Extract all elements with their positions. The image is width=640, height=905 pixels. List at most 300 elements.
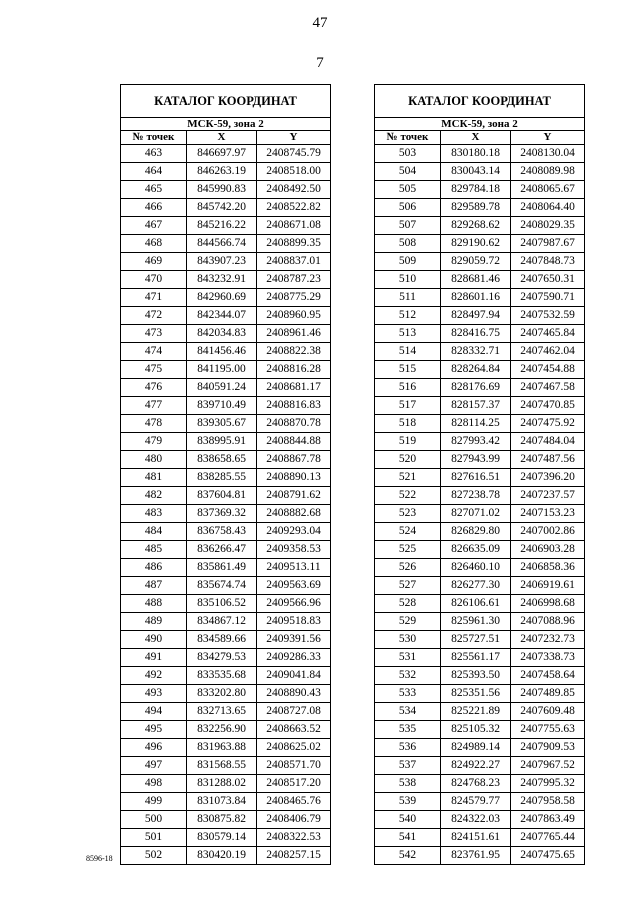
x-coordinate-cell: 834867.12 bbox=[187, 613, 257, 631]
y-coordinate-cell: 2407650.31 bbox=[511, 271, 585, 289]
x-coordinate-cell: 824322.03 bbox=[441, 811, 511, 829]
x-coordinate-cell: 844566.74 bbox=[187, 235, 257, 253]
table-row bbox=[375, 577, 585, 595]
x-coordinate-cell: 842344.07 bbox=[187, 307, 257, 325]
point-number-cell: 481 bbox=[121, 469, 187, 487]
table-row bbox=[375, 397, 585, 415]
table-row bbox=[121, 541, 331, 559]
table-row bbox=[375, 181, 585, 199]
table-row bbox=[121, 595, 331, 613]
y-coordinate-cell: 2408867.78 bbox=[257, 451, 331, 469]
y-coordinate-cell: 2408663.52 bbox=[257, 721, 331, 739]
x-coordinate-cell: 825561.17 bbox=[441, 649, 511, 667]
table-row bbox=[121, 523, 331, 541]
x-coordinate-cell: 825393.50 bbox=[441, 667, 511, 685]
point-number-cell: 501 bbox=[121, 829, 187, 847]
y-coordinate-cell: 2408089.98 bbox=[511, 163, 585, 181]
y-coordinate-cell: 2407396.20 bbox=[511, 469, 585, 487]
point-number-cell: 474 bbox=[121, 343, 187, 361]
x-coordinate-cell: 831073.84 bbox=[187, 793, 257, 811]
table-row bbox=[375, 415, 585, 433]
table-row bbox=[121, 379, 331, 397]
y-coordinate-cell: 2408787.23 bbox=[257, 271, 331, 289]
table-row bbox=[121, 487, 331, 505]
x-coordinate-cell: 828176.69 bbox=[441, 379, 511, 397]
y-coordinate-cell: 2408890.43 bbox=[257, 685, 331, 703]
point-number-cell: 496 bbox=[121, 739, 187, 757]
table-row bbox=[375, 145, 585, 163]
table-row bbox=[121, 451, 331, 469]
point-number-cell: 468 bbox=[121, 235, 187, 253]
catalog-subtitle: МСК-59, зона 2 bbox=[121, 118, 331, 131]
table-row bbox=[375, 649, 585, 667]
x-coordinate-cell: 824922.27 bbox=[441, 757, 511, 775]
table-row bbox=[121, 397, 331, 415]
table-row bbox=[121, 793, 331, 811]
x-coordinate-cell: 829589.78 bbox=[441, 199, 511, 217]
x-coordinate-cell: 828416.75 bbox=[441, 325, 511, 343]
y-coordinate-cell: 2409286.33 bbox=[257, 649, 331, 667]
point-number-cell: 538 bbox=[375, 775, 441, 793]
x-coordinate-cell: 831963.88 bbox=[187, 739, 257, 757]
table-row bbox=[121, 775, 331, 793]
point-number-cell: 517 bbox=[375, 397, 441, 415]
point-number-cell: 532 bbox=[375, 667, 441, 685]
y-coordinate-cell: 2407462.04 bbox=[511, 343, 585, 361]
point-number-cell: 528 bbox=[375, 595, 441, 613]
x-coordinate-cell: 825105.32 bbox=[441, 721, 511, 739]
y-coordinate-cell: 2407909.53 bbox=[511, 739, 585, 757]
point-number-cell: 491 bbox=[121, 649, 187, 667]
y-coordinate-cell: 2407470.85 bbox=[511, 397, 585, 415]
y-coordinate-cell: 2408681.17 bbox=[257, 379, 331, 397]
table-row bbox=[121, 577, 331, 595]
column-header-y: Y bbox=[257, 131, 331, 145]
x-coordinate-cell: 826106.61 bbox=[441, 595, 511, 613]
table-row bbox=[375, 541, 585, 559]
y-coordinate-cell: 2407467.58 bbox=[511, 379, 585, 397]
table-row bbox=[375, 433, 585, 451]
y-coordinate-cell: 2407765.44 bbox=[511, 829, 585, 847]
table-row bbox=[375, 757, 585, 775]
y-coordinate-cell: 2408065.67 bbox=[511, 181, 585, 199]
table-row bbox=[375, 235, 585, 253]
table-row bbox=[375, 451, 585, 469]
point-number-cell: 485 bbox=[121, 541, 187, 559]
catalog-rows bbox=[121, 145, 331, 865]
y-coordinate-cell: 2407489.85 bbox=[511, 685, 585, 703]
point-number-cell: 478 bbox=[121, 415, 187, 433]
table-row bbox=[375, 343, 585, 361]
y-coordinate-cell: 2407967.52 bbox=[511, 757, 585, 775]
table-row bbox=[121, 667, 331, 685]
point-number-cell: 516 bbox=[375, 379, 441, 397]
x-coordinate-cell: 826460.10 bbox=[441, 559, 511, 577]
point-number-cell: 535 bbox=[375, 721, 441, 739]
point-number-cell: 541 bbox=[375, 829, 441, 847]
column-header-y: Y bbox=[511, 131, 585, 145]
point-number-cell: 494 bbox=[121, 703, 187, 721]
y-coordinate-cell: 2408791.62 bbox=[257, 487, 331, 505]
y-coordinate-cell: 2408130.04 bbox=[511, 145, 585, 163]
y-coordinate-cell: 2407454.88 bbox=[511, 361, 585, 379]
table-row bbox=[375, 361, 585, 379]
point-number-cell: 466 bbox=[121, 199, 187, 217]
table-row bbox=[121, 361, 331, 379]
x-coordinate-cell: 836758.43 bbox=[187, 523, 257, 541]
point-number-cell: 469 bbox=[121, 253, 187, 271]
column-header-point-number: № точек bbox=[375, 131, 441, 145]
x-coordinate-cell: 846697.97 bbox=[187, 145, 257, 163]
y-coordinate-cell: 2408517.20 bbox=[257, 775, 331, 793]
point-number-cell: 505 bbox=[375, 181, 441, 199]
y-coordinate-cell: 2408816.83 bbox=[257, 397, 331, 415]
x-coordinate-cell: 845742.20 bbox=[187, 199, 257, 217]
point-number-cell: 542 bbox=[375, 847, 441, 865]
x-coordinate-cell: 830579.14 bbox=[187, 829, 257, 847]
x-coordinate-cell: 843907.23 bbox=[187, 253, 257, 271]
point-number-cell: 480 bbox=[121, 451, 187, 469]
y-coordinate-cell: 2407232.73 bbox=[511, 631, 585, 649]
x-coordinate-cell: 835861.49 bbox=[187, 559, 257, 577]
table-row bbox=[121, 307, 331, 325]
x-coordinate-cell: 832256.90 bbox=[187, 721, 257, 739]
table-row bbox=[121, 559, 331, 577]
table-row bbox=[375, 631, 585, 649]
table-row bbox=[121, 613, 331, 631]
y-coordinate-cell: 2407465.84 bbox=[511, 325, 585, 343]
x-coordinate-cell: 827943.99 bbox=[441, 451, 511, 469]
table-row bbox=[375, 613, 585, 631]
y-coordinate-cell: 2409518.83 bbox=[257, 613, 331, 631]
y-coordinate-cell: 2408745.79 bbox=[257, 145, 331, 163]
point-number-cell: 482 bbox=[121, 487, 187, 505]
x-coordinate-cell: 825351.56 bbox=[441, 685, 511, 703]
y-coordinate-cell: 2407088.96 bbox=[511, 613, 585, 631]
x-coordinate-cell: 832713.65 bbox=[187, 703, 257, 721]
point-number-cell: 531 bbox=[375, 649, 441, 667]
y-coordinate-cell: 2408029.35 bbox=[511, 217, 585, 235]
x-coordinate-cell: 841456.46 bbox=[187, 343, 257, 361]
y-coordinate-cell: 2409358.53 bbox=[257, 541, 331, 559]
table-row bbox=[121, 415, 331, 433]
x-coordinate-cell: 828157.37 bbox=[441, 397, 511, 415]
y-coordinate-cell: 2407958.58 bbox=[511, 793, 585, 811]
point-number-cell: 539 bbox=[375, 793, 441, 811]
table-row bbox=[121, 181, 331, 199]
point-number-cell: 476 bbox=[121, 379, 187, 397]
x-coordinate-cell: 833535.68 bbox=[187, 667, 257, 685]
x-coordinate-cell: 824579.77 bbox=[441, 793, 511, 811]
table-row bbox=[375, 379, 585, 397]
table-row bbox=[375, 469, 585, 487]
x-coordinate-cell: 828332.71 bbox=[441, 343, 511, 361]
y-coordinate-cell: 2408257.15 bbox=[257, 847, 331, 865]
point-number-cell: 463 bbox=[121, 145, 187, 163]
table-row bbox=[121, 649, 331, 667]
y-coordinate-cell: 2408870.78 bbox=[257, 415, 331, 433]
table-row bbox=[121, 235, 331, 253]
table-row bbox=[375, 307, 585, 325]
table-row bbox=[121, 253, 331, 271]
y-coordinate-cell: 2409391.56 bbox=[257, 631, 331, 649]
point-number-cell: 514 bbox=[375, 343, 441, 361]
point-number-cell: 487 bbox=[121, 577, 187, 595]
y-coordinate-cell: 2409513.11 bbox=[257, 559, 331, 577]
column-header-x: X bbox=[441, 131, 511, 145]
table-row bbox=[375, 523, 585, 541]
table-row bbox=[121, 505, 331, 523]
y-coordinate-cell: 2407609.48 bbox=[511, 703, 585, 721]
table-row bbox=[375, 325, 585, 343]
x-coordinate-cell: 824151.61 bbox=[441, 829, 511, 847]
table-row bbox=[121, 217, 331, 235]
point-number-cell: 488 bbox=[121, 595, 187, 613]
y-coordinate-cell: 2407755.63 bbox=[511, 721, 585, 739]
x-coordinate-cell: 839305.67 bbox=[187, 415, 257, 433]
y-coordinate-cell: 2408406.79 bbox=[257, 811, 331, 829]
x-coordinate-cell: 845216.22 bbox=[187, 217, 257, 235]
x-coordinate-cell: 828497.94 bbox=[441, 307, 511, 325]
catalog-subtitle: МСК-59, зона 2 bbox=[375, 118, 585, 131]
point-number-cell: 497 bbox=[121, 757, 187, 775]
point-number-cell: 525 bbox=[375, 541, 441, 559]
table-row bbox=[121, 433, 331, 451]
point-number-cell: 486 bbox=[121, 559, 187, 577]
y-coordinate-cell: 2408837.01 bbox=[257, 253, 331, 271]
table-row bbox=[121, 325, 331, 343]
x-coordinate-cell: 824989.14 bbox=[441, 739, 511, 757]
y-coordinate-cell: 2408625.02 bbox=[257, 739, 331, 757]
x-coordinate-cell: 831568.55 bbox=[187, 757, 257, 775]
y-coordinate-cell: 2408844.88 bbox=[257, 433, 331, 451]
x-coordinate-cell: 833202.80 bbox=[187, 685, 257, 703]
table-row bbox=[121, 631, 331, 649]
catalog-rows bbox=[375, 145, 585, 865]
table-row bbox=[375, 253, 585, 271]
x-coordinate-cell: 827071.02 bbox=[441, 505, 511, 523]
point-number-cell: 489 bbox=[121, 613, 187, 631]
point-number-cell: 472 bbox=[121, 307, 187, 325]
table-row bbox=[375, 199, 585, 217]
y-coordinate-cell: 2407484.04 bbox=[511, 433, 585, 451]
point-number-cell: 484 bbox=[121, 523, 187, 541]
y-coordinate-cell: 2408882.68 bbox=[257, 505, 331, 523]
page-number: 47 bbox=[312, 15, 328, 31]
y-coordinate-cell: 2409563.69 bbox=[257, 577, 331, 595]
x-coordinate-cell: 828601.16 bbox=[441, 289, 511, 307]
x-coordinate-cell: 823761.95 bbox=[441, 847, 511, 865]
table-row bbox=[121, 199, 331, 217]
x-coordinate-cell: 829268.62 bbox=[441, 217, 511, 235]
x-coordinate-cell: 829059.72 bbox=[441, 253, 511, 271]
y-coordinate-cell: 2408492.50 bbox=[257, 181, 331, 199]
y-coordinate-cell: 2409566.96 bbox=[257, 595, 331, 613]
y-coordinate-cell: 2408322.53 bbox=[257, 829, 331, 847]
x-coordinate-cell: 842960.69 bbox=[187, 289, 257, 307]
point-number-cell: 479 bbox=[121, 433, 187, 451]
y-coordinate-cell: 2407338.73 bbox=[511, 649, 585, 667]
table-row bbox=[121, 811, 331, 829]
x-coordinate-cell: 846263.19 bbox=[187, 163, 257, 181]
y-coordinate-cell: 2408899.35 bbox=[257, 235, 331, 253]
y-coordinate-cell: 2408522.82 bbox=[257, 199, 331, 217]
point-number-cell: 521 bbox=[375, 469, 441, 487]
column-header-x: X bbox=[187, 131, 257, 145]
y-coordinate-cell: 2408064.40 bbox=[511, 199, 585, 217]
point-number-cell: 536 bbox=[375, 739, 441, 757]
point-number-cell: 490 bbox=[121, 631, 187, 649]
table-row bbox=[121, 685, 331, 703]
point-number-cell: 464 bbox=[121, 163, 187, 181]
point-number-cell: 475 bbox=[121, 361, 187, 379]
point-number-cell: 500 bbox=[121, 811, 187, 829]
point-number-cell: 499 bbox=[121, 793, 187, 811]
catalog-title: КАТАЛОГ КООРДИНАТ bbox=[121, 85, 331, 118]
x-coordinate-cell: 834589.66 bbox=[187, 631, 257, 649]
x-coordinate-cell: 837604.81 bbox=[187, 487, 257, 505]
table-row bbox=[121, 847, 331, 865]
table-row bbox=[375, 559, 585, 577]
point-number-cell: 515 bbox=[375, 361, 441, 379]
x-coordinate-cell: 824768.23 bbox=[441, 775, 511, 793]
point-number-cell: 540 bbox=[375, 811, 441, 829]
point-number-cell: 508 bbox=[375, 235, 441, 253]
column-header-point-number: № точек bbox=[121, 131, 187, 145]
point-number-cell: 483 bbox=[121, 505, 187, 523]
x-coordinate-cell: 830420.19 bbox=[187, 847, 257, 865]
y-coordinate-cell: 2408961.46 bbox=[257, 325, 331, 343]
point-number-cell: 513 bbox=[375, 325, 441, 343]
x-coordinate-cell: 838285.55 bbox=[187, 469, 257, 487]
table-row bbox=[375, 271, 585, 289]
y-coordinate-cell: 2406919.61 bbox=[511, 577, 585, 595]
point-number-cell: 534 bbox=[375, 703, 441, 721]
coordinate-catalog-right bbox=[374, 84, 585, 865]
point-number-cell: 526 bbox=[375, 559, 441, 577]
point-number-cell: 473 bbox=[121, 325, 187, 343]
y-coordinate-cell: 2407848.73 bbox=[511, 253, 585, 271]
table-row bbox=[375, 505, 585, 523]
table-row bbox=[121, 469, 331, 487]
x-coordinate-cell: 837369.32 bbox=[187, 505, 257, 523]
table-row bbox=[375, 163, 585, 181]
x-coordinate-cell: 838658.65 bbox=[187, 451, 257, 469]
y-coordinate-cell: 2407475.92 bbox=[511, 415, 585, 433]
x-coordinate-cell: 829190.62 bbox=[441, 235, 511, 253]
table-row bbox=[375, 847, 585, 865]
y-coordinate-cell: 2407002.86 bbox=[511, 523, 585, 541]
x-coordinate-cell: 834279.53 bbox=[187, 649, 257, 667]
x-coordinate-cell: 830180.18 bbox=[441, 145, 511, 163]
y-coordinate-cell: 2406903.28 bbox=[511, 541, 585, 559]
point-number-cell: 522 bbox=[375, 487, 441, 505]
y-coordinate-cell: 2408727.08 bbox=[257, 703, 331, 721]
point-number-cell: 523 bbox=[375, 505, 441, 523]
table-row bbox=[121, 703, 331, 721]
y-coordinate-cell: 2407987.67 bbox=[511, 235, 585, 253]
point-number-cell: 530 bbox=[375, 631, 441, 649]
point-number-cell: 495 bbox=[121, 721, 187, 739]
x-coordinate-cell: 828264.84 bbox=[441, 361, 511, 379]
x-coordinate-cell: 843232.91 bbox=[187, 271, 257, 289]
table-row bbox=[121, 739, 331, 757]
table-row bbox=[121, 829, 331, 847]
sheet-number: 7 bbox=[316, 55, 324, 71]
x-coordinate-cell: 835674.74 bbox=[187, 577, 257, 595]
y-coordinate-cell: 2408822.38 bbox=[257, 343, 331, 361]
y-coordinate-cell: 2407532.59 bbox=[511, 307, 585, 325]
x-coordinate-cell: 840591.24 bbox=[187, 379, 257, 397]
y-coordinate-cell: 2407153.23 bbox=[511, 505, 585, 523]
y-coordinate-cell: 2406858.36 bbox=[511, 559, 585, 577]
point-number-cell: 502 bbox=[121, 847, 187, 865]
table-row bbox=[121, 289, 331, 307]
point-number-cell: 477 bbox=[121, 397, 187, 415]
x-coordinate-cell: 827238.78 bbox=[441, 487, 511, 505]
x-coordinate-cell: 836266.47 bbox=[187, 541, 257, 559]
y-coordinate-cell: 2407487.56 bbox=[511, 451, 585, 469]
point-number-cell: 503 bbox=[375, 145, 441, 163]
y-coordinate-cell: 2407475.65 bbox=[511, 847, 585, 865]
point-number-cell: 511 bbox=[375, 289, 441, 307]
x-coordinate-cell: 845990.83 bbox=[187, 181, 257, 199]
y-coordinate-cell: 2408518.00 bbox=[257, 163, 331, 181]
x-coordinate-cell: 826277.30 bbox=[441, 577, 511, 595]
x-coordinate-cell: 830875.82 bbox=[187, 811, 257, 829]
y-coordinate-cell: 2406998.68 bbox=[511, 595, 585, 613]
table-row bbox=[375, 703, 585, 721]
table-row bbox=[375, 487, 585, 505]
table-row bbox=[121, 145, 331, 163]
x-coordinate-cell: 835106.52 bbox=[187, 595, 257, 613]
x-coordinate-cell: 829784.18 bbox=[441, 181, 511, 199]
x-coordinate-cell: 831288.02 bbox=[187, 775, 257, 793]
y-coordinate-cell: 2408960.95 bbox=[257, 307, 331, 325]
y-coordinate-cell: 2408890.13 bbox=[257, 469, 331, 487]
x-coordinate-cell: 826829.80 bbox=[441, 523, 511, 541]
x-coordinate-cell: 826635.09 bbox=[441, 541, 511, 559]
point-number-cell: 509 bbox=[375, 253, 441, 271]
point-number-cell: 527 bbox=[375, 577, 441, 595]
x-coordinate-cell: 825727.51 bbox=[441, 631, 511, 649]
table-row bbox=[121, 721, 331, 739]
y-coordinate-cell: 2407590.71 bbox=[511, 289, 585, 307]
y-coordinate-cell: 2407863.49 bbox=[511, 811, 585, 829]
table-row bbox=[375, 829, 585, 847]
point-number-cell: 529 bbox=[375, 613, 441, 631]
y-coordinate-cell: 2408775.29 bbox=[257, 289, 331, 307]
y-coordinate-cell: 2408671.08 bbox=[257, 217, 331, 235]
x-coordinate-cell: 825961.30 bbox=[441, 613, 511, 631]
point-number-cell: 470 bbox=[121, 271, 187, 289]
y-coordinate-cell: 2409293.04 bbox=[257, 523, 331, 541]
table-row bbox=[121, 271, 331, 289]
x-coordinate-cell: 828681.46 bbox=[441, 271, 511, 289]
point-number-cell: 518 bbox=[375, 415, 441, 433]
point-number-cell: 507 bbox=[375, 217, 441, 235]
point-number-cell: 504 bbox=[375, 163, 441, 181]
y-coordinate-cell: 2408571.70 bbox=[257, 757, 331, 775]
x-coordinate-cell: 827616.51 bbox=[441, 469, 511, 487]
table-row bbox=[375, 721, 585, 739]
point-number-cell: 510 bbox=[375, 271, 441, 289]
point-number-cell: 471 bbox=[121, 289, 187, 307]
point-number-cell: 520 bbox=[375, 451, 441, 469]
y-coordinate-cell: 2409041.84 bbox=[257, 667, 331, 685]
document-code: 8596-18 bbox=[86, 854, 113, 863]
y-coordinate-cell: 2408465.76 bbox=[257, 793, 331, 811]
